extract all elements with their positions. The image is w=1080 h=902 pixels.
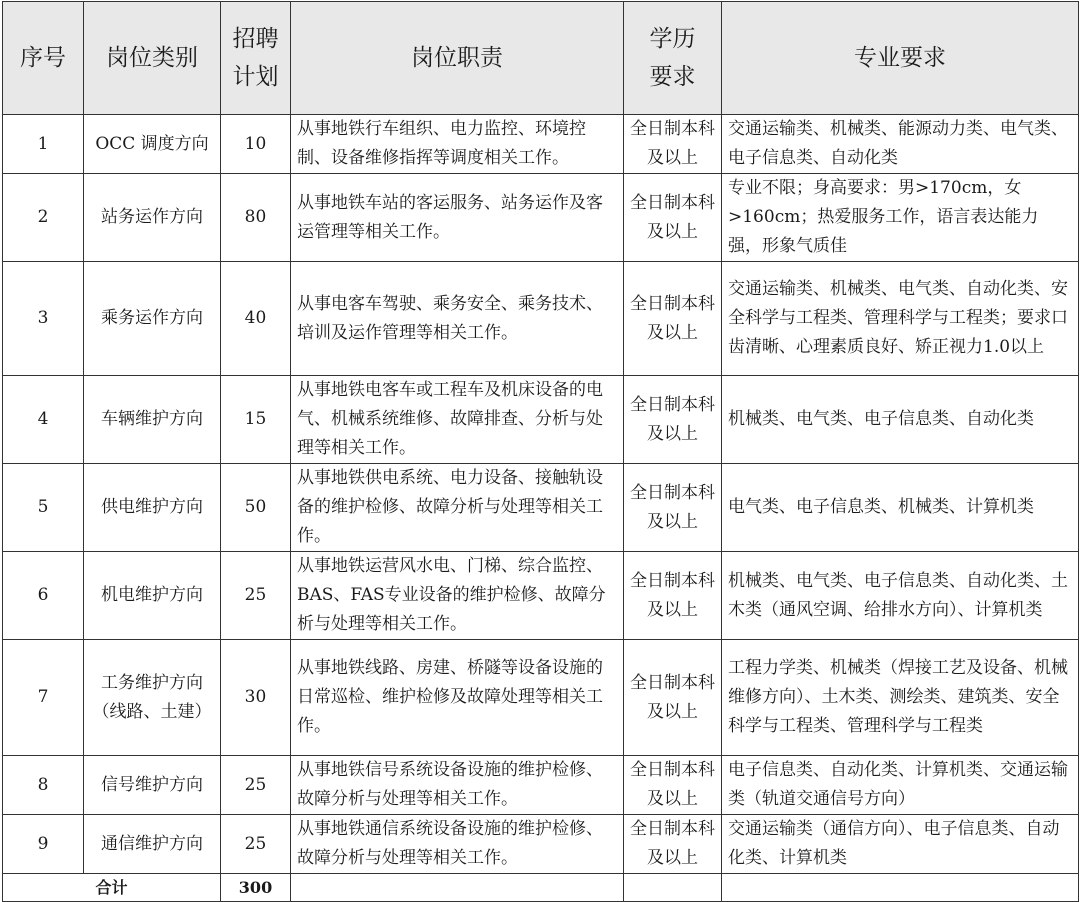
cell-category: 信号维护方向 bbox=[84, 756, 221, 815]
cell-plan: 25 bbox=[221, 815, 291, 874]
header-major: 专业要求 bbox=[722, 2, 1079, 115]
cell-education: 全日制本科及以上 bbox=[624, 464, 722, 552]
cell-category: 供电维护方向 bbox=[84, 464, 221, 552]
cell-education: 全日制本科及以上 bbox=[624, 115, 722, 174]
cell-category: 站务运作方向 bbox=[84, 174, 221, 262]
cell-major: 交通运输类（通信方向）、电子信息类、自动化类、计算机类 bbox=[722, 815, 1079, 874]
cell-plan: 40 bbox=[221, 262, 291, 376]
table-row bbox=[3, 115, 1079, 174]
header-no: 序号 bbox=[3, 2, 84, 115]
cell-plan: 10 bbox=[221, 115, 291, 174]
cell-category: 工务维护方向 （线路、土建） bbox=[84, 640, 221, 756]
cell-major: 交通运输类、机械类、能源动力类、电气类、电子信息类、自动化类 bbox=[722, 115, 1079, 174]
cell-plan: 25 bbox=[221, 552, 291, 640]
cell-education: 全日制本科及以上 bbox=[624, 640, 722, 756]
cell-major: 交通运输类、机械类、电气类、自动化类、安全科学与工程类、管理科学与工程类；要求口齿清晰、心理素质良好、矫正视力1.0以上 bbox=[722, 262, 1079, 376]
table-row bbox=[3, 756, 1079, 815]
cell-no: 2 bbox=[3, 174, 84, 262]
cell-duty: 从事地铁运营风水电、门梯、综合监控、BAS、FAS专业设备的维护检修、故障分析与处理等相关工作。 bbox=[291, 552, 624, 640]
cell-duty: 从事地铁行车组织、电力监控、环境控制、设备维修指挥等调度相关工作。 bbox=[291, 115, 624, 174]
cell-plan: 25 bbox=[221, 756, 291, 815]
empty-cell bbox=[624, 874, 722, 902]
cell-major: 专业不限；身高要求：男>170cm，女>160cm；热爱服务工作，语言表达能力强，形象气质佳 bbox=[722, 174, 1079, 262]
cell-education: 全日制本科及以上 bbox=[624, 552, 722, 640]
recruitment-table bbox=[2, 1, 1079, 902]
header-row bbox=[3, 2, 1079, 115]
table-row bbox=[3, 640, 1079, 756]
cell-education: 全日制本科及以上 bbox=[624, 376, 722, 464]
cell-major: 机械类、电气类、电子信息类、自动化类 bbox=[722, 376, 1079, 464]
header-duty: 岗位职责 bbox=[291, 2, 624, 115]
header-category: 岗位类别 bbox=[84, 2, 221, 115]
total-row bbox=[3, 874, 1079, 902]
cell-education: 全日制本科及以上 bbox=[624, 262, 722, 376]
table-row bbox=[3, 262, 1079, 376]
cell-duty: 从事地铁车站的客运服务、站务运作及客运管理等相关工作。 bbox=[291, 174, 624, 262]
cell-education: 全日制本科及以上 bbox=[624, 174, 722, 262]
cell-major: 电气类、电子信息类、机械类、计算机类 bbox=[722, 464, 1079, 552]
table-row bbox=[3, 174, 1079, 262]
cell-duty: 从事电客车驾驶、乘务安全、乘务技术、培训及运作管理等相关工作。 bbox=[291, 262, 624, 376]
cell-category: 通信维护方向 bbox=[84, 815, 221, 874]
empty-cell bbox=[291, 874, 624, 902]
total-plan: 300 bbox=[221, 874, 291, 902]
cell-duty: 从事地铁供电系统、电力设备、接触轨设备的维护检修、故障分析与处理等相关工作。 bbox=[291, 464, 624, 552]
cell-plan: 30 bbox=[221, 640, 291, 756]
cell-no: 3 bbox=[3, 262, 84, 376]
cell-major: 电子信息类、自动化类、计算机类、交通运输类（轨道交通信号方向） bbox=[722, 756, 1079, 815]
header-plan: 招聘 计划 bbox=[221, 2, 291, 115]
cell-plan: 15 bbox=[221, 376, 291, 464]
cell-no: 5 bbox=[3, 464, 84, 552]
cell-education: 全日制本科及以上 bbox=[624, 815, 722, 874]
header-education: 学历 要求 bbox=[624, 2, 722, 115]
cell-plan: 80 bbox=[221, 174, 291, 262]
table-row bbox=[3, 815, 1079, 874]
table-row bbox=[3, 464, 1079, 552]
cell-category: 机电维护方向 bbox=[84, 552, 221, 640]
cell-no: 4 bbox=[3, 376, 84, 464]
cell-category: OCC 调度方向 bbox=[84, 115, 221, 174]
cell-no: 8 bbox=[3, 756, 84, 815]
empty-cell bbox=[722, 874, 1079, 902]
cell-education: 全日制本科及以上 bbox=[624, 756, 722, 815]
cell-major: 工程力学类、机械类（焊接工艺及设备、机械维修方向）、土木类、测绘类、建筑类、安全科学与工程类、管理科学与工程类 bbox=[722, 640, 1079, 756]
table-row bbox=[3, 552, 1079, 640]
cell-duty: 从事地铁通信系统设备设施的维护检修、故障分析与处理等相关工作。 bbox=[291, 815, 624, 874]
cell-major: 机械类、电气类、电子信息类、自动化类、土木类（通风空调、给排水方向）、计算机类 bbox=[722, 552, 1079, 640]
table-row bbox=[3, 376, 1079, 464]
cell-no: 1 bbox=[3, 115, 84, 174]
total-label: 合计 bbox=[3, 874, 221, 902]
cell-no: 7 bbox=[3, 640, 84, 756]
cell-category: 乘务运作方向 bbox=[84, 262, 221, 376]
cell-no: 9 bbox=[3, 815, 84, 874]
cell-duty: 从事地铁电客车或工程车及机床设备的电气、机械系统维修、故障排查、分析与处理等相关工作。 bbox=[291, 376, 624, 464]
cell-duty: 从事地铁信号系统设备设施的维护检修、故障分析与处理等相关工作。 bbox=[291, 756, 624, 815]
cell-plan: 50 bbox=[221, 464, 291, 552]
cell-duty: 从事地铁线路、房建、桥隧等设备设施的日常巡检、维护检修及故障处理等相关工作。 bbox=[291, 640, 624, 756]
cell-no: 6 bbox=[3, 552, 84, 640]
cell-category: 车辆维护方向 bbox=[84, 376, 221, 464]
